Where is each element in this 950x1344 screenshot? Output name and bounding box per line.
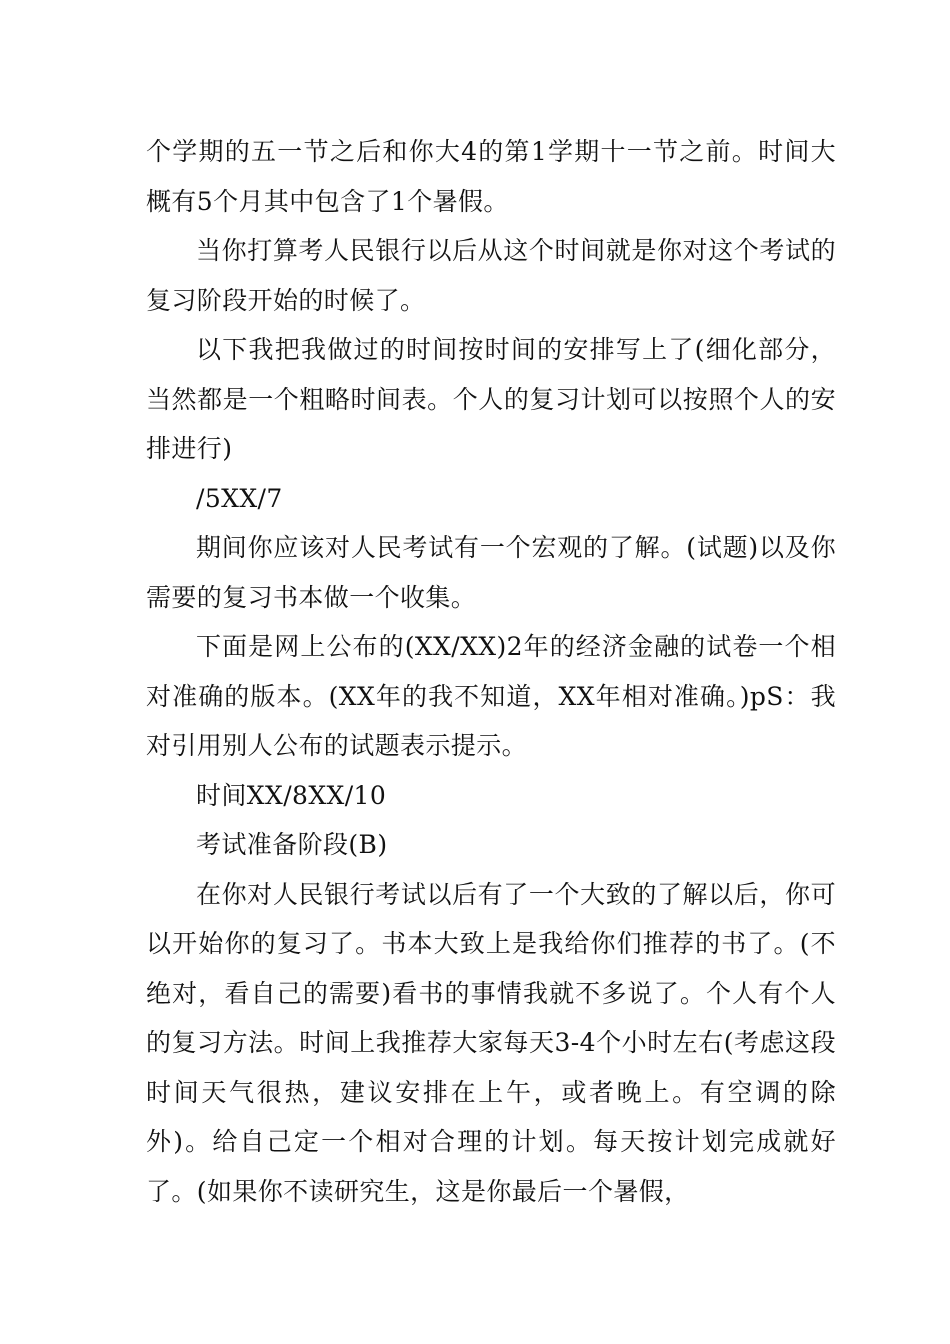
paragraph-review-plan: 在你对人民银行考试以后有了一个大致的了解以后，你可以开始你的复习了。书本大致上是我给你们推荐的书了。(不绝对，看自己的需要)看书的事情我就不多说了。个人有个人的复习方法。时间上我推荐大家每天3-4个小时左右(考虑这段时间天气很热，建议安排在上午，或者晚上。有空调的除外)。给自己定一个相对合理的计划。每天按计划完成就好了。(如果你不读研究生，这是你最后一个暑假， <box>146 879 836 1206</box>
paragraph-semester-period: 个学期的五一节之后和你大4的第1学期十一节之前。时间大概有5个月其中包含了1个暑假。 <box>146 137 836 216</box>
paragraph-review-start: 当你打算考人民银行以后从这个时间就是你对这个考试的复习阶段开始的时候了。 <box>146 236 836 315</box>
document-body <box>146 127 836 1216</box>
paragraph-stage-heading: 考试准备阶段(B) <box>196 830 388 859</box>
paragraph-exam-overview: 期间你应该对人民考试有一个宏观的了解。(试题)以及你需要的复习书本做一个收集。 <box>146 533 836 612</box>
paragraph-published-paper: 下面是网上公布的(XX/XX)2年的经济金融的试卷一个相对准确的版本。(XX年的我不知道，XX年相对准确。)pS：我对引用别人公布的试题表示提示。 <box>146 632 836 760</box>
paragraph-date-range-1: /5XX/7 <box>196 483 283 513</box>
paragraph-schedule-intro: 以下我把我做过的时间按时间的安排写上了(细化部分，当然都是一个粗略时间表。个人的复习计划可以按照个人的安排进行) <box>146 335 836 463</box>
paragraph-date-range-2: 时间XX/8XX/10 <box>196 780 387 810</box>
